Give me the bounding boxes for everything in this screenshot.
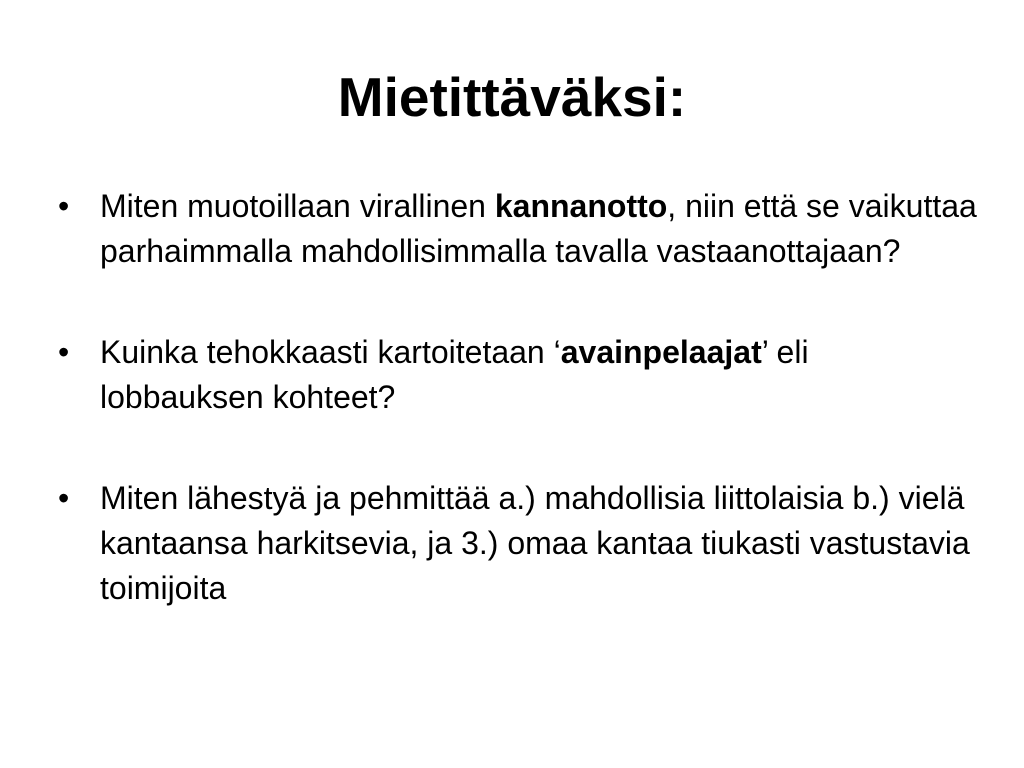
- bullet-text-2-after: ’ eli lobbauksen kohteet?: [100, 334, 809, 415]
- bullet-icon: •: [58, 334, 70, 370]
- bullet-icon: •: [58, 188, 70, 224]
- bullet-icon: •: [58, 480, 70, 516]
- bullet-text-1-before: Miten muotoillaan virallinen: [100, 188, 495, 224]
- bullet-item-2: [58, 330, 978, 420]
- bullet-text-1-bold: kannanotto: [494, 188, 668, 224]
- bullet-list: [58, 184, 978, 611]
- bullet-text-3: Miten lähestyä ja pehmittää a.) mahdollisia liittolaisia b.) vielä kantaansa harkitsevia, ja 3.) omaa kantaa tiukasti vastustavia toimijoita: [100, 480, 970, 606]
- bullet-text-2-before: Kuinka tehokkaasti kartoitetaan ‘: [100, 334, 561, 370]
- bullet-item-1: [58, 184, 978, 274]
- bullet-item-3: [58, 476, 978, 611]
- bullet-text-2-bold: avainpelaajat: [560, 334, 762, 370]
- bullet-text-1-after: , niin että se vaikuttaa parhaimmalla mahdollisimmalla tavalla vastaanottajaan?: [100, 188, 977, 269]
- bullet-text-2: [100, 334, 809, 415]
- slide-title: Mietittäväksi:: [337, 66, 687, 128]
- bullet-text-1: [100, 188, 977, 269]
